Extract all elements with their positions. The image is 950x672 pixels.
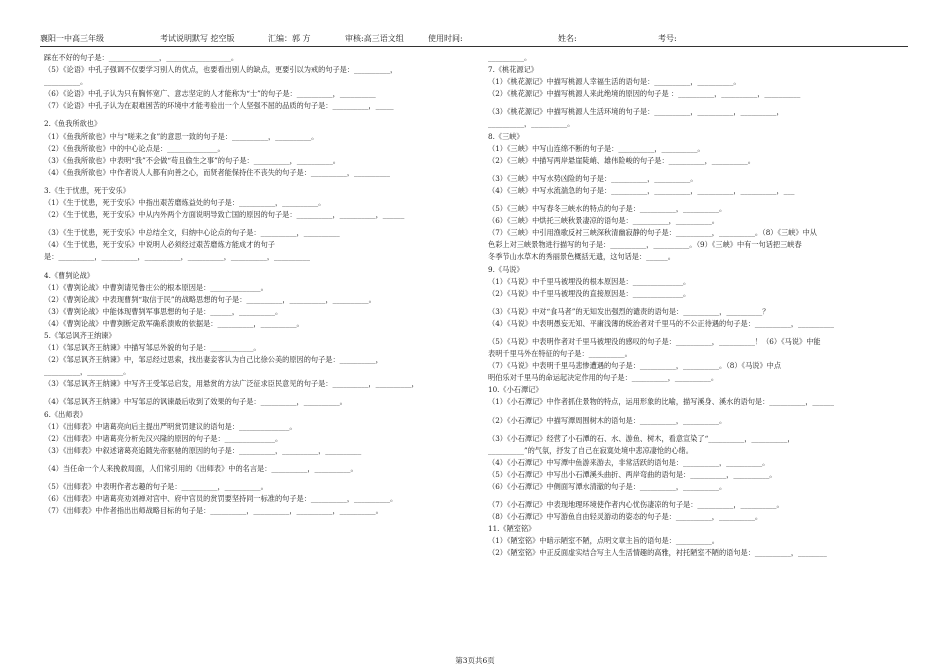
text-line: （4）《曹刿论战》中曹刿断定敌军确系溃败的依据是：__________，__________。 [44,318,304,328]
text-line: 7.《桃花源记》 [488,65,538,75]
text-line: （6）《论语》中孔子认为只有胸怀宽广、意志坚定的人才能称为“士”的句子是：__________，__________ [44,89,376,99]
text-line: （5）《出师表》中表明作者志趣的句子是：__________，__________。 [44,482,268,491]
use-time-label: 使用时间: [428,34,463,43]
text-line: （1）《鱼我所欲也》中与“嗟来之食”的意思一致的句子是：__________，__________。 [44,131,319,141]
text-line: （2）《三峡》中描写两岸悬崖陡峭、雄伟险峻的句子是：__________，__________。 [488,155,755,165]
page-header [40,30,908,47]
text-line: 10.《小石潭记》 [488,385,543,395]
left-column [44,52,464,517]
text-line: 4.《曹刿论战》 [44,270,94,280]
text-line: （1）《小石潭记》中作者抓住景物的特点，运用形象的比喻，描写溪身、溪水的语句是：__________，______ [488,397,834,407]
text-line: （6）《出师表》中诸葛亮劝刘禅对宫中、府中官员的赏罚要坚持同一标准的句子是：__________，__________。 [44,494,398,504]
text-line: 明伯乐对千里马的命运起决定作用的句子是：__________，__________。 [488,373,719,383]
text-line: （4）《马说》中表明愚妄无知、平庸浅薄的统治者对千里马的不公正待遇的句子是：__________，__________ [488,318,834,328]
text-line: （2）《生于忧患，死于安乐》中从内外两个方面说明导致亡国的原因的句子是：__________，__________，______ [44,210,405,220]
text-line: （3）《邹忌讽齐王纳谏》中写齐王受邹忌启发，用悬赏的方法广泛征求臣民意见的句子是：__________，__________， [44,379,419,389]
text-line: __________，__________。 [488,119,575,129]
name-label: 姓名: [558,34,577,43]
text-line: （2）《出师表》中诸葛亮分析先汉兴隆的原因的句子是：______________。 [44,433,283,443]
text-line: （3）《出师表》中叙述诸葛亮追随先帝驱驰的原因的句子是：__________，__________，__________ [44,445,362,455]
text-line: （7）《马说》中表明千里马悲惨遭遇的句子是：__________，__________。（8）《马说》中点 [488,361,782,371]
text-line: （4）《鱼我所欲也》中作者说人人都有向善之心，而贤者能保持住不丧失的句子是：__________，__________ [44,167,390,177]
text-line: （3）《曹刿论战》中能体现曹刿军事思想的句子是：______，__________。 [44,306,283,316]
text-line: （2）《邹忌讽齐王纳谏》中，邹忌经过思索，找出妻妾客认为自己比徐公美的原因的句子是：__________， [44,355,383,365]
text-line: 是：__________，__________，__________，__________，__________，__________ [44,252,310,262]
text-line: 表明千里马外在特征的句子是：__________。 [488,349,632,359]
text-line: __________，__________。 [44,367,131,377]
text-line: （2）《曹刿论战》中表现曹刿“取信于民”的战略思想的句子是：__________，__________，__________。 [44,294,376,304]
exam-number-label: 考号: [658,34,677,43]
text-line: __________。 [488,53,532,62]
text-line: （1）《曹刿论战》中曹刿请见鲁庄公的根本原因是：______________。 [44,282,268,292]
text-line: 冬季节山水草木的秀丽景色概括无遗，这句话是：______。 [488,252,675,262]
text-line: （2）《小石潭记》中描写潭周围树木的语句是：__________，__________。 [488,415,727,425]
text-line: __________。 [44,77,88,87]
text-line: （7）《小石潭记》中表现地理环境使作者内心忧伤凄凉的句子是：__________，__________。 [488,500,784,510]
text-line: 8.《三峡》 [488,131,524,141]
text-line: （5）《小石潭记》中写出小石潭溪头曲折、两岸弯曲的语句是：__________，__________。 [488,469,777,479]
text-line: 2.《鱼我所欲也》 [44,119,102,129]
text-line: （5）《三峡》中写春冬三峡水的特点的句子是：__________，__________。 [488,204,727,214]
doc-subject: 考试说明默写 挖空版 [160,34,235,43]
text-line: （7）《出师表》中作者指出出师战略目标的句子是：__________，__________，__________，__________。 [44,506,383,516]
text-line: （4）《邹忌讽齐王纳谏》中写邹忌的讽谏最后收到了效果的句子是：__________，__________。 [44,397,347,407]
text-line: （8）《小石潭记》中写游鱼自由轻灵游动的姿态的句子是：__________，__________。 [488,512,763,522]
text-line: （1）《陋室铭》中暗示陋室不陋，点明文章主旨的语句是：__________。 [488,536,719,546]
school-name: 襄阳一中高三年级 [40,34,104,43]
text-line: （3）《马说》中对“食马者”的无知发出强烈的谴责的语句是：__________，__________？ [488,306,770,316]
text-line: （7）《三峡》中引用渔歌反衬三峡深秋清幽寂静的句子是：__________，__________。（8）《三峡》中从 [488,228,817,238]
text-line: （1）《邹忌讽齐王纳谏》中描写邹忌外貌的句子是：____________。 [44,343,261,353]
text-line: （2）《陋室铭》中正反面虚实结合写主人生活情趣的高雅，衬托陋室不陋的语句是：__________，________ [488,548,827,558]
editor-label: 汇编：郭 方 [268,34,311,43]
text-line: 6.《出师表》 [44,409,87,419]
text-line: 11.《陋室铭》 [488,524,536,534]
text-line: （3）《生于忧患，死于安乐》中总结全文，归纳中心论点的句子是：__________，__________ [44,228,340,238]
text-line: （1）《出师表》中诸葛亮向后主提出严明赏罚建议的语句是：______________。 [44,421,297,431]
reviewer-label: 审核:高三语文组 [345,34,404,43]
text-line: （5）《论语》中孔子强调不仅要学习别人的优点，也要看出别人的缺点，更要引以为戒的句子是：__________， [44,65,398,75]
text-line: （3）《小石潭记》经营了小石潭的石、水、游鱼、树木，看意宣染了“__________，__________， [488,433,795,443]
text-line: 色彩上对三峡景物进行描写的句子是：__________，__________。（9）《三峡》中有一句话把三峡春 [488,240,802,250]
text-line: （5）《马说》中表明作者对千里马被埋没的感叹的句子是：__________，__________！（6）《马说》中能 [488,336,821,346]
text-line: （3）《鱼我所欲也》中表明“我”不会做“苟且偷生之事”的句子是：__________，__________。 [44,155,340,165]
text-line: 5.《邹忌讽齐王纳谏》 [44,330,116,340]
text-line: （4）《小石潭记》中写潭中鱼游来游去，非常活跃的语句是：__________，__________。 [488,457,770,467]
text-line: （3）《三峡》中写水势凶险的句子是：__________，__________。 [488,173,698,183]
text-line: （7）《论语》中孔子认为在艰难困苦的环境中才能考验出一个人坚强不屈的品质的句子是：__________，_____ [44,101,394,111]
text-line: （4）《三峡》中写水流湍急的句子是：__________，__________，__________，__________，___ [488,185,795,195]
text-line: （1）《桃花源记》中描写桃源人幸福生活的语句是：__________，__________。 [488,77,741,87]
text-line: __________”的气氛，抒发了自己在寂寞处境中悲凉凄怆的心绪。 [488,445,693,455]
right-column [488,52,908,560]
text-line: 3.《生于忧患，死于安乐》 [44,185,130,195]
text-line: （6）《小石潭记》中侧面写潭水清澈的句子是：__________，__________。 [488,482,727,491]
text-line: （1）《三峡》中写山连绵不断的句子是：__________，__________。 [488,143,705,153]
text-line: （2）《鱼我所欲也》中的中心论点是：______________。 [44,143,225,153]
text-line: （4）当任命一个人来挽救局面，人们常引用的《出师表》中的名言是：__________，__________。 [44,463,358,473]
page-number: 第3页共6页 [455,656,495,665]
text-line: （2）《马说》中千里马被埋没的直接原因是：______________。 [488,288,691,298]
text-line: 9.《马说》 [488,264,524,274]
text-line: （3）《桃花源记》中描写桃源人生活环境的句子是：__________，__________，__________， [488,107,784,117]
text-line: （6）《三峡》中烘托三峡秋景凄凉的语句是：__________，__________。 [488,216,719,226]
text-line: （4）《生于忧患，死于安乐》中说明人必须经过艰苦磨炼方能成才的句子 [44,240,275,250]
text-line: 踩在不好的句子是：______________，__________________。 [44,53,239,62]
text-line: （1）《马说》中千里马被埋没的根本原因是：______________。 [488,276,691,286]
text-line: （2）《桃花源记》中描写桃源人来此绝境的原因的句子是 ：__________，__________，__________ [488,89,801,99]
text-line: （1）《生于忧患，死于安乐》中指出艰苦磨炼益处的句子是：__________，__________。 [44,198,326,208]
